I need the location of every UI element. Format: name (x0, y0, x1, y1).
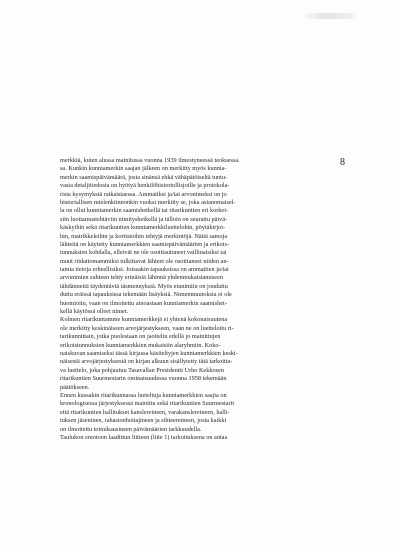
header-smudge (300, 13, 356, 19)
text-line: ritarikuntien Suurmestarin ominaisuudessa vuonna 1958 tekemään (60, 375, 227, 383)
text-line: tamia tietoja erheellisiksi. Joissakin tapauksissa on ammattien ja/tai (60, 266, 229, 274)
text-line: sa. Kunkin kunniamerkin saajan jälkeen on merkitty myös kunnia- (60, 165, 227, 173)
text-line: tuksen jäseninen, rahastonhoitajineen ja sihteereineen, josta kaikki (60, 417, 227, 425)
text-line: kronologisessa järjestyksessä mainittu sekä ritarikuntien Suurmestarit (60, 400, 235, 408)
text-line: duttu eräissä tapauksissa tekemään lisäyksiä. Nimenmuutoksia ei ole (60, 291, 232, 299)
text-line: arvonimien suhteen tehty erinäisiä lähinnä yhdenmukaistamiseen (60, 274, 223, 282)
text-line: päätökseen. (60, 383, 90, 391)
text-line: va luettelo, joka pohjautuu Tasavallan Presidentti Urho Kekkosen (60, 366, 224, 374)
text-line: merkin saamispäivämäärä, josta sinänsä ehkä vähäpätöiseltä tuntu- (60, 173, 228, 181)
text-line: erikoistunnuksien kunniamerkkien mukaisiin alaryhmiin. Koko- (60, 341, 221, 349)
text-line: siin luottamustehtäviin nimityshetkellä ja tälloin on seurattu päivä- (60, 215, 228, 223)
text-line: merkkiä, kuten alussa mainitussa vuonna 1939 ilmestyneessä teoksessa. (60, 157, 240, 164)
text-line: Ennen kussakin ritarikunnassa lueteltuja kunniamerkkien saajia on (60, 391, 227, 399)
text-line: on ilmoitettu toimikausineen päivämäärien tarkkuudella. (60, 425, 202, 433)
text-line: muut riidattomammiksi tulkittavat lähteet ole osoittaneet niiden an- (60, 257, 229, 265)
text-line: tarikunnittain, jotka puolestaan on jaoiteltu edellä jo mainittujen (60, 333, 221, 341)
text-line: tunnuksien kohdalla, elleivät ne ole osoittautuneet vaillinaisiksi tai (60, 249, 227, 257)
text-line: historiallisen mielenkiinnonkin vuoksi merkitty se, joka asianomaisel- (60, 198, 236, 206)
text-line: näisestä arvojärjestyksestä on kirjan alkuun sisällytetty tätä tarkoitta- (60, 358, 233, 366)
text-line: huomioitu, vaan on ilmoitettu ainoastaan kunniamerkin saamishet- (60, 299, 227, 307)
text-line: lähteitä on käytetty kunniamerkkien saamispäivämäärien ja erikois- (60, 240, 230, 248)
text-line: naiskuvan saamiseksi tässä kirjassa käsiteltyjen kunniamerkkien keski- (60, 349, 238, 357)
text-line: risia kysymyksiä ratkaistaessa. Ammatiksi ja/tai arvonimeksi on jo (60, 190, 227, 198)
text-line: tähdänneitä täydentäviä täsmennyksiä. Myös etunimiin on jouduttu (60, 282, 228, 290)
text-line: ole merkitty keskinäiseen arvojärjestykseen, vaan ne on luetteloitu ri- (60, 324, 234, 332)
text-line: vasta detaljitiedosta on hyötyä henkilöhistoriollisjoille ja protokola- (60, 182, 230, 190)
body-text (60, 157, 336, 442)
text-line: käskyihin sekä ritarikuntien kunniamerkkiluettelohin, pöytäkirjoi- (60, 224, 226, 232)
text-line: la on ollut kunniamerkin saamishetkellä tai ritarikuntien eri korkei- (60, 207, 229, 215)
text-line: hin, matrikkeleihin ja kortistoihin tehtyjä merkintöjä. Näitä samoja (60, 232, 228, 240)
text-line: kellä käytössä olleet nimet. (60, 308, 129, 316)
text-line: Taulukon emotoon laadittun liitteen (liite 1) tarkoituksena on antaa (60, 433, 228, 441)
text-line: Kolmen ritarikuntamme kunniamerkkejä ei yhtenä kokonaisuutena (60, 316, 228, 324)
page-number: 8 (340, 157, 345, 168)
text-line: että ritarikuntien hallitukset kanslereineen, varakanslereineen, halli- (60, 408, 230, 416)
